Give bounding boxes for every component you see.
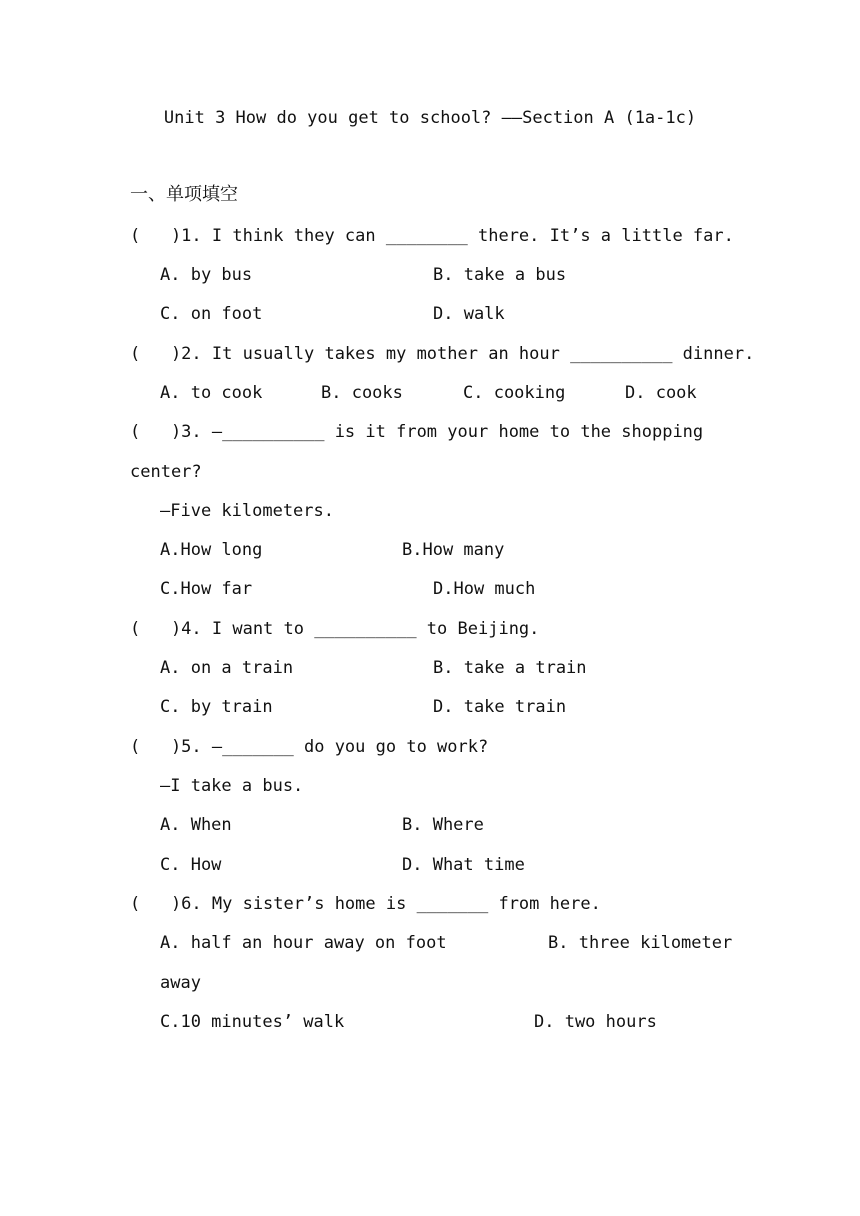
question-3-answer-line: —Five kilometers.: [160, 501, 334, 521]
question-3-option-c: C.How far: [160, 579, 253, 599]
question-6-option-d: D. two hours: [534, 1012, 657, 1032]
question-5-stem: ( )5. —_______ do you go to work?: [130, 737, 489, 757]
question-3-option-d: D.How much: [433, 579, 536, 599]
question-2-option-d: D. cook: [625, 383, 697, 403]
question-2-option-a: A. to cook: [160, 383, 263, 403]
question-3-option-b: B.How many: [402, 540, 505, 560]
question-4-stem: ( )4. I want to __________ to Beijing.: [130, 619, 540, 639]
question-5-option-d: D. What time: [402, 855, 525, 875]
question-4-option-b: B. take a train: [433, 658, 587, 678]
question-1-option-b: B. take a bus: [433, 265, 567, 285]
question-6-option-c: C.10 minutes’ walk: [160, 1012, 345, 1032]
question-4-option-d: D. take train: [433, 697, 567, 717]
question-5-option-b: B. Where: [402, 815, 484, 835]
question-3-stem-continued: center?: [130, 462, 202, 482]
question-4-option-c: C. by train: [160, 697, 273, 717]
question-2-option-b: B. cooks: [321, 383, 403, 403]
question-4-option-a: A. on a train: [160, 658, 294, 678]
question-3-stem: ( )3. —__________ is it from your home to the shopping: [130, 422, 704, 442]
question-1-option-a: A. by bus: [160, 265, 253, 285]
question-1-option-d: D. walk: [433, 304, 505, 324]
question-3-option-a: A.How long: [160, 540, 263, 560]
question-5-option-a: A. When: [160, 815, 232, 835]
question-2-option-c: C. cooking: [463, 383, 566, 403]
question-1-stem: ( )1. I think they can ________ there. It’s a little far.: [130, 226, 734, 246]
question-2-stem: ( )2. It usually takes my mother an hour __________ dinner.: [130, 344, 755, 364]
question-5-option-c: C. How: [160, 855, 222, 875]
question-1-option-c: C. on foot: [160, 304, 263, 324]
question-5-answer-line: —I take a bus.: [160, 776, 304, 796]
question-6-stem: ( )6. My sister’s home is _______ from here.: [130, 894, 601, 914]
section-heading: 一、单项填空: [130, 184, 238, 205]
question-6-option-a: A. half an hour away on foot: [160, 933, 447, 953]
page-title: Unit 3 How do you get to school? ——Section A (1a-1c): [163, 108, 697, 128]
question-6-option-b-continued: away: [160, 973, 201, 993]
question-6-option-b: B. three kilometer: [548, 933, 733, 953]
